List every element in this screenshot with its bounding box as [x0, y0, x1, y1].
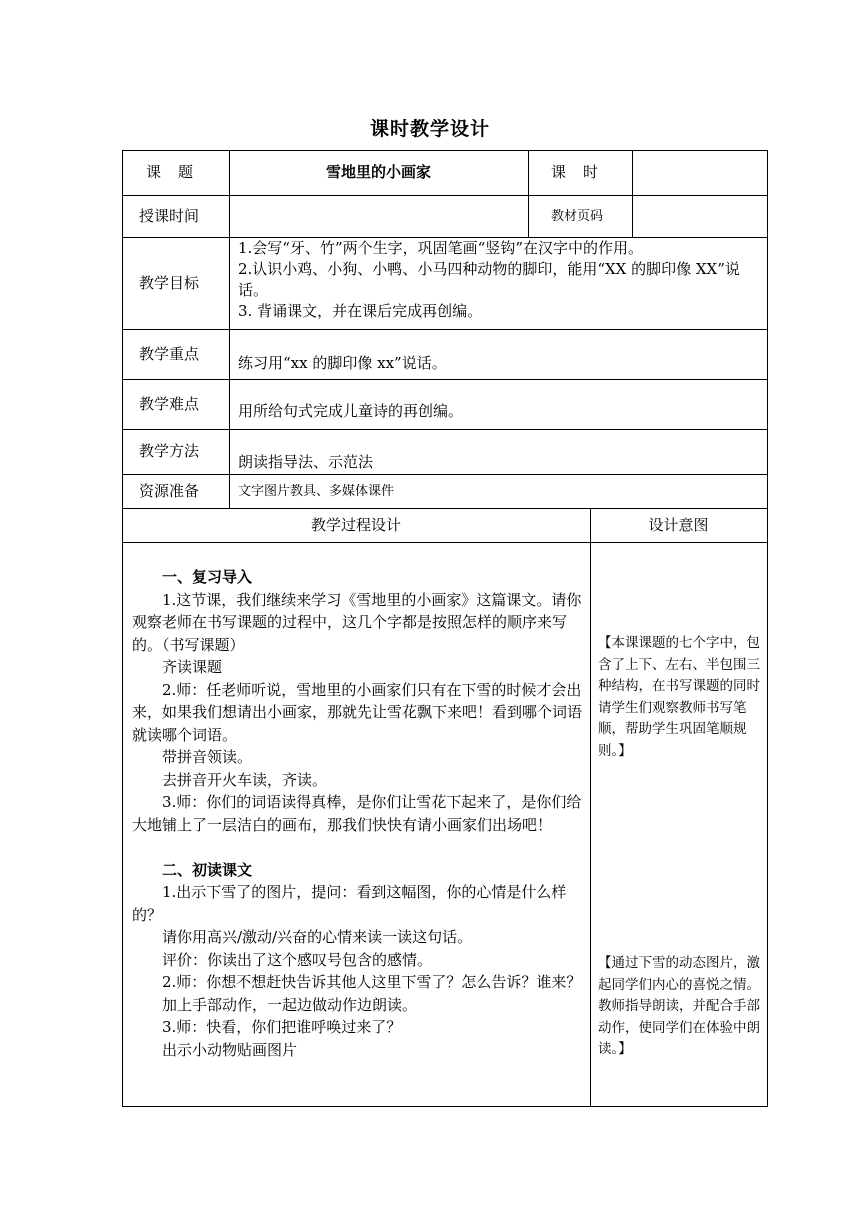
difficulty-value: 用所给句式完成儿童诗的再创编。: [238, 402, 464, 420]
key-label: 教学重点: [139, 345, 200, 363]
goal-item: 3. 背诵课文，并在课后完成再创编。: [238, 302, 483, 320]
process-paragraph: 评价：你读出了这个感叹号包含的感情。: [162, 950, 433, 969]
key-value: 练习用“xx 的脚印像 xx”说话。: [238, 354, 447, 372]
process-paragraph: 1.这节课，我们继续来学习《雪地里的小画家》这篇课文。请你观察老师在书写课题的过程中，这几个字都是按照怎样的顺序来写的。（书写课题）: [132, 590, 582, 654]
difficulty-label: 教学难点: [139, 395, 200, 413]
process-paragraph: 1.出示下雪了的图片，提问：看到这幅图，你的心情是什么样的？: [132, 883, 567, 924]
process-paragraph: 2.师：你想不想赶快告诉其他人这里下雪了？怎么告诉？谁来？: [162, 973, 582, 991]
method-label: 教学方法: [139, 442, 200, 460]
process-paragraph: 带拼音领读。: [162, 748, 253, 766]
process-paragraph: 3.师：你们的词语读得真棒，是你们让雪花下起来了，是你们给大地铺上了一层洁白的画布，那我们快快有请小画家们出场吧！: [132, 793, 582, 834]
process-content: [132, 566, 584, 1061]
goals-label: 教学目标: [139, 274, 200, 292]
time-label: 授课时间: [139, 207, 200, 225]
resource-value: 文字图片教具、多媒体课件: [238, 484, 395, 499]
goal-item: 1.会写“牙、竹”两个生字，巩固笔画“竖钩”在汉字中的作用。: [238, 239, 643, 257]
process-paragraph: 去拼音开火车读，齐读。: [162, 770, 328, 789]
process-paragraph: 3.师：快看，你们把谁呼唤过来了？: [162, 1018, 402, 1036]
document-title: 课时教学设计: [369, 118, 490, 140]
resource-label: 资源准备: [139, 482, 200, 500]
goal-item: 2.认识小鸡、小狗、小鸭、小马四种动物的脚印，能用“XX 的脚印像 XX”说话。: [238, 260, 740, 299]
process-paragraph: 2.师：任老师听说，雪地里的小画家们只有在下雪的时候才会出来，如果我们想请出小画家，那就先让雪花飘下来吧！看到哪个词语就读哪个词语。: [132, 680, 583, 744]
process-paragraph: 齐读课题: [162, 658, 223, 676]
method-value: 朗读指导法、示范法: [238, 453, 374, 471]
section-heading: 一、复习导入: [162, 568, 253, 586]
section-heading: 二、初读课文: [162, 860, 253, 879]
process-paragraph: 加上手部动作，一起边做动作边朗读。: [162, 995, 418, 1014]
period-label: 课 时: [551, 163, 600, 181]
intent-header: 设计意图: [648, 516, 709, 534]
intent-note: 【通过下雪的动态图片，激起同学们内心的喜悦之情。教师指导朗读，并配合手部动作，使同学们在体验中朗读。】: [598, 955, 760, 1057]
topic-value: 雪地里的小画家: [325, 163, 431, 181]
page-label: 教材页码: [551, 209, 604, 224]
topic-label: 课 题: [146, 163, 195, 181]
process-header: 教学过程设计: [310, 516, 401, 534]
process-paragraph: 请你用高兴/激动/兴奋的心情来读一读这句话。: [162, 928, 473, 946]
intent-note: 【本课课题的七个字中，包含了上下、左右、半包围三种结构，在书写课题的同时请学生们观察教师书写笔顺，帮助学生巩固笔顺规则。】: [598, 635, 760, 759]
process-paragraph: 出示小动物贴画图片: [162, 1040, 298, 1059]
goals-list: [238, 238, 764, 322]
